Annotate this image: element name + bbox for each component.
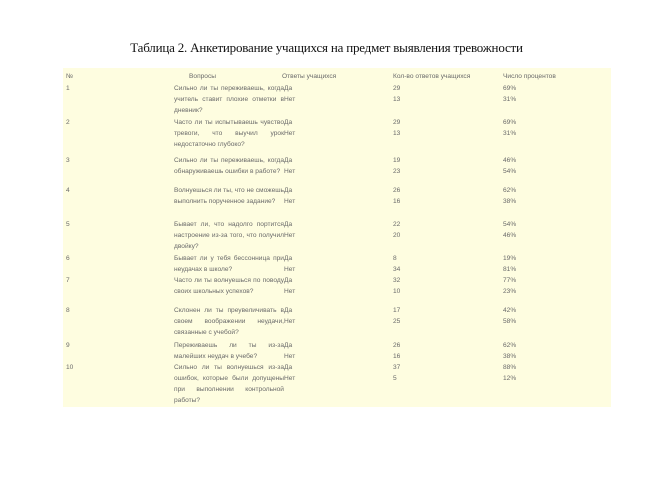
- percent-no: 23%: [503, 288, 517, 295]
- answer-percents: [503, 117, 516, 139]
- answer-percents: [503, 362, 516, 384]
- survey-table: [63, 68, 611, 407]
- percent-no: 54%: [503, 168, 517, 175]
- percent-no: 38%: [503, 353, 517, 360]
- answer-counts: [393, 340, 400, 362]
- answer-yes: Да: [284, 85, 293, 92]
- answer-yes: Да: [284, 221, 293, 228]
- count-no: 20: [393, 232, 401, 239]
- row-number: 7: [66, 277, 70, 284]
- answer-percents: [503, 305, 516, 327]
- answer-no: Нет: [284, 232, 296, 239]
- answer-yes: Да: [284, 187, 293, 194]
- row-number: 2: [66, 119, 70, 126]
- answer-options: [284, 155, 298, 177]
- count-no: 13: [393, 96, 401, 103]
- table-caption: Таблица 2. Анкетирование учащихся на предмет выявления тревожности: [130, 40, 523, 55]
- answer-yes: Да: [284, 277, 293, 284]
- percent-no: 12%: [503, 375, 517, 382]
- count-yes: 37: [393, 364, 401, 371]
- question-text: Сильно ли ты переживаешь, когда обнаруживаешь ошибки в работе?: [174, 157, 284, 175]
- count-no: 13: [393, 130, 401, 137]
- answer-no: Нет: [284, 266, 296, 273]
- count-no: 10: [393, 288, 401, 295]
- header-percent: Число процентов: [503, 73, 556, 80]
- answer-counts: [393, 155, 400, 177]
- answer-no: Нет: [284, 168, 296, 175]
- percent-yes: 62%: [503, 187, 517, 194]
- percent-yes: 19%: [503, 255, 517, 262]
- header-question: Вопросы: [189, 73, 217, 80]
- percent-yes: 77%: [503, 277, 517, 284]
- question-text: Сильно ли ты волнуешься из-за ошибок, которые были допущены при выполнении контрольной работы?: [174, 364, 284, 404]
- question-text: Сильно ли ты переживаешь, когда учитель ставит плохие отметки в дневник?: [174, 85, 284, 114]
- answer-no: Нет: [284, 375, 296, 382]
- count-yes: 17: [393, 307, 401, 314]
- answer-counts: [393, 185, 400, 207]
- count-no: 25: [393, 318, 401, 325]
- count-yes: 8: [393, 255, 397, 262]
- question-text: Бывает ли у тебя бессонница при неудачах в школе?: [174, 255, 284, 273]
- count-yes: 22: [393, 221, 401, 228]
- question-text: Бывает ли, что надолго портится настроение из-за того, что получил двойку?: [174, 221, 284, 250]
- percent-yes: 69%: [503, 85, 517, 92]
- row-number: 5: [66, 221, 70, 228]
- answer-counts: [393, 83, 400, 105]
- answer-no: Нет: [284, 198, 296, 205]
- answer-options: [284, 253, 298, 275]
- answer-percents: [503, 185, 516, 207]
- answer-percents: [503, 340, 516, 362]
- percent-no: 81%: [503, 266, 517, 273]
- answer-options: [284, 340, 298, 362]
- answer-options: [284, 117, 298, 139]
- answer-percents: [503, 219, 516, 241]
- question-text: Волнуешься ли ты, что не сможешь выполнить порученное задание?: [174, 187, 284, 205]
- answer-yes: Да: [284, 364, 293, 371]
- answer-yes: Да: [284, 307, 293, 314]
- answer-counts: [393, 275, 400, 297]
- percent-no: 58%: [503, 318, 517, 325]
- header-answers: Ответы учащихся: [282, 73, 337, 80]
- count-yes: 32: [393, 277, 401, 284]
- answer-counts: [393, 362, 400, 384]
- answer-counts: [393, 117, 400, 139]
- percent-no: 46%: [503, 232, 517, 239]
- row-number: 8: [66, 307, 70, 314]
- count-yes: 29: [393, 85, 401, 92]
- answer-percents: [503, 83, 516, 105]
- answer-options: [284, 83, 298, 105]
- count-no: 5: [393, 375, 397, 382]
- percent-yes: 69%: [503, 119, 517, 126]
- row-number: 6: [66, 255, 70, 262]
- count-yes: 19: [393, 157, 401, 164]
- percent-yes: 46%: [503, 157, 517, 164]
- count-no: 34: [393, 266, 401, 273]
- count-no: 23: [393, 168, 401, 175]
- question-text: Часто ли ты испытываешь чувство тревоги, что выучил урок недостаточно глубоко?: [174, 119, 284, 148]
- answer-options: [284, 219, 298, 241]
- percent-yes: 54%: [503, 221, 517, 228]
- header-count: Кол-во ответов учащихся: [393, 73, 471, 80]
- count-yes: 26: [393, 342, 401, 349]
- answer-yes: Да: [284, 119, 293, 126]
- question-text: Переживаешь ли ты из-за малейших неудач в учебе?: [174, 342, 284, 360]
- answer-no: Нет: [284, 353, 296, 360]
- count-yes: 29: [393, 119, 401, 126]
- row-number: 1: [66, 85, 70, 92]
- answer-no: Нет: [284, 318, 296, 325]
- answer-options: [284, 185, 298, 207]
- answer-percents: [503, 253, 516, 275]
- answer-yes: Да: [284, 255, 293, 262]
- count-no: 16: [393, 198, 401, 205]
- count-no: 16: [393, 353, 401, 360]
- answer-no: Нет: [284, 96, 296, 103]
- percent-no: 31%: [503, 130, 517, 137]
- header-num: №: [66, 73, 74, 80]
- answer-yes: Да: [284, 342, 293, 349]
- percent-no: 31%: [503, 96, 517, 103]
- answer-no: Нет: [284, 288, 296, 295]
- answer-counts: [393, 305, 400, 327]
- answer-percents: [503, 155, 516, 177]
- percent-yes: 62%: [503, 342, 517, 349]
- question-text: Часто ли ты волнуешься по поводу своих школьных успехов?: [174, 277, 284, 295]
- answer-counts: [393, 253, 400, 275]
- answer-yes: Да: [284, 157, 293, 164]
- percent-yes: 88%: [503, 364, 517, 371]
- answer-options: [284, 362, 298, 384]
- row-number: 9: [66, 342, 70, 349]
- answer-options: [284, 275, 298, 297]
- count-yes: 26: [393, 187, 401, 194]
- row-number: 10: [66, 364, 74, 371]
- answer-options: [284, 305, 298, 327]
- answer-percents: [503, 275, 516, 297]
- percent-yes: 42%: [503, 307, 517, 314]
- percent-no: 38%: [503, 198, 517, 205]
- row-number: 3: [66, 157, 70, 164]
- row-number: 4: [66, 187, 70, 194]
- answer-no: Нет: [284, 130, 296, 137]
- answer-counts: [393, 219, 400, 241]
- question-text: Склонен ли ты преувеличивать в своем воображении неудачи, связанные с учебой?: [174, 307, 284, 336]
